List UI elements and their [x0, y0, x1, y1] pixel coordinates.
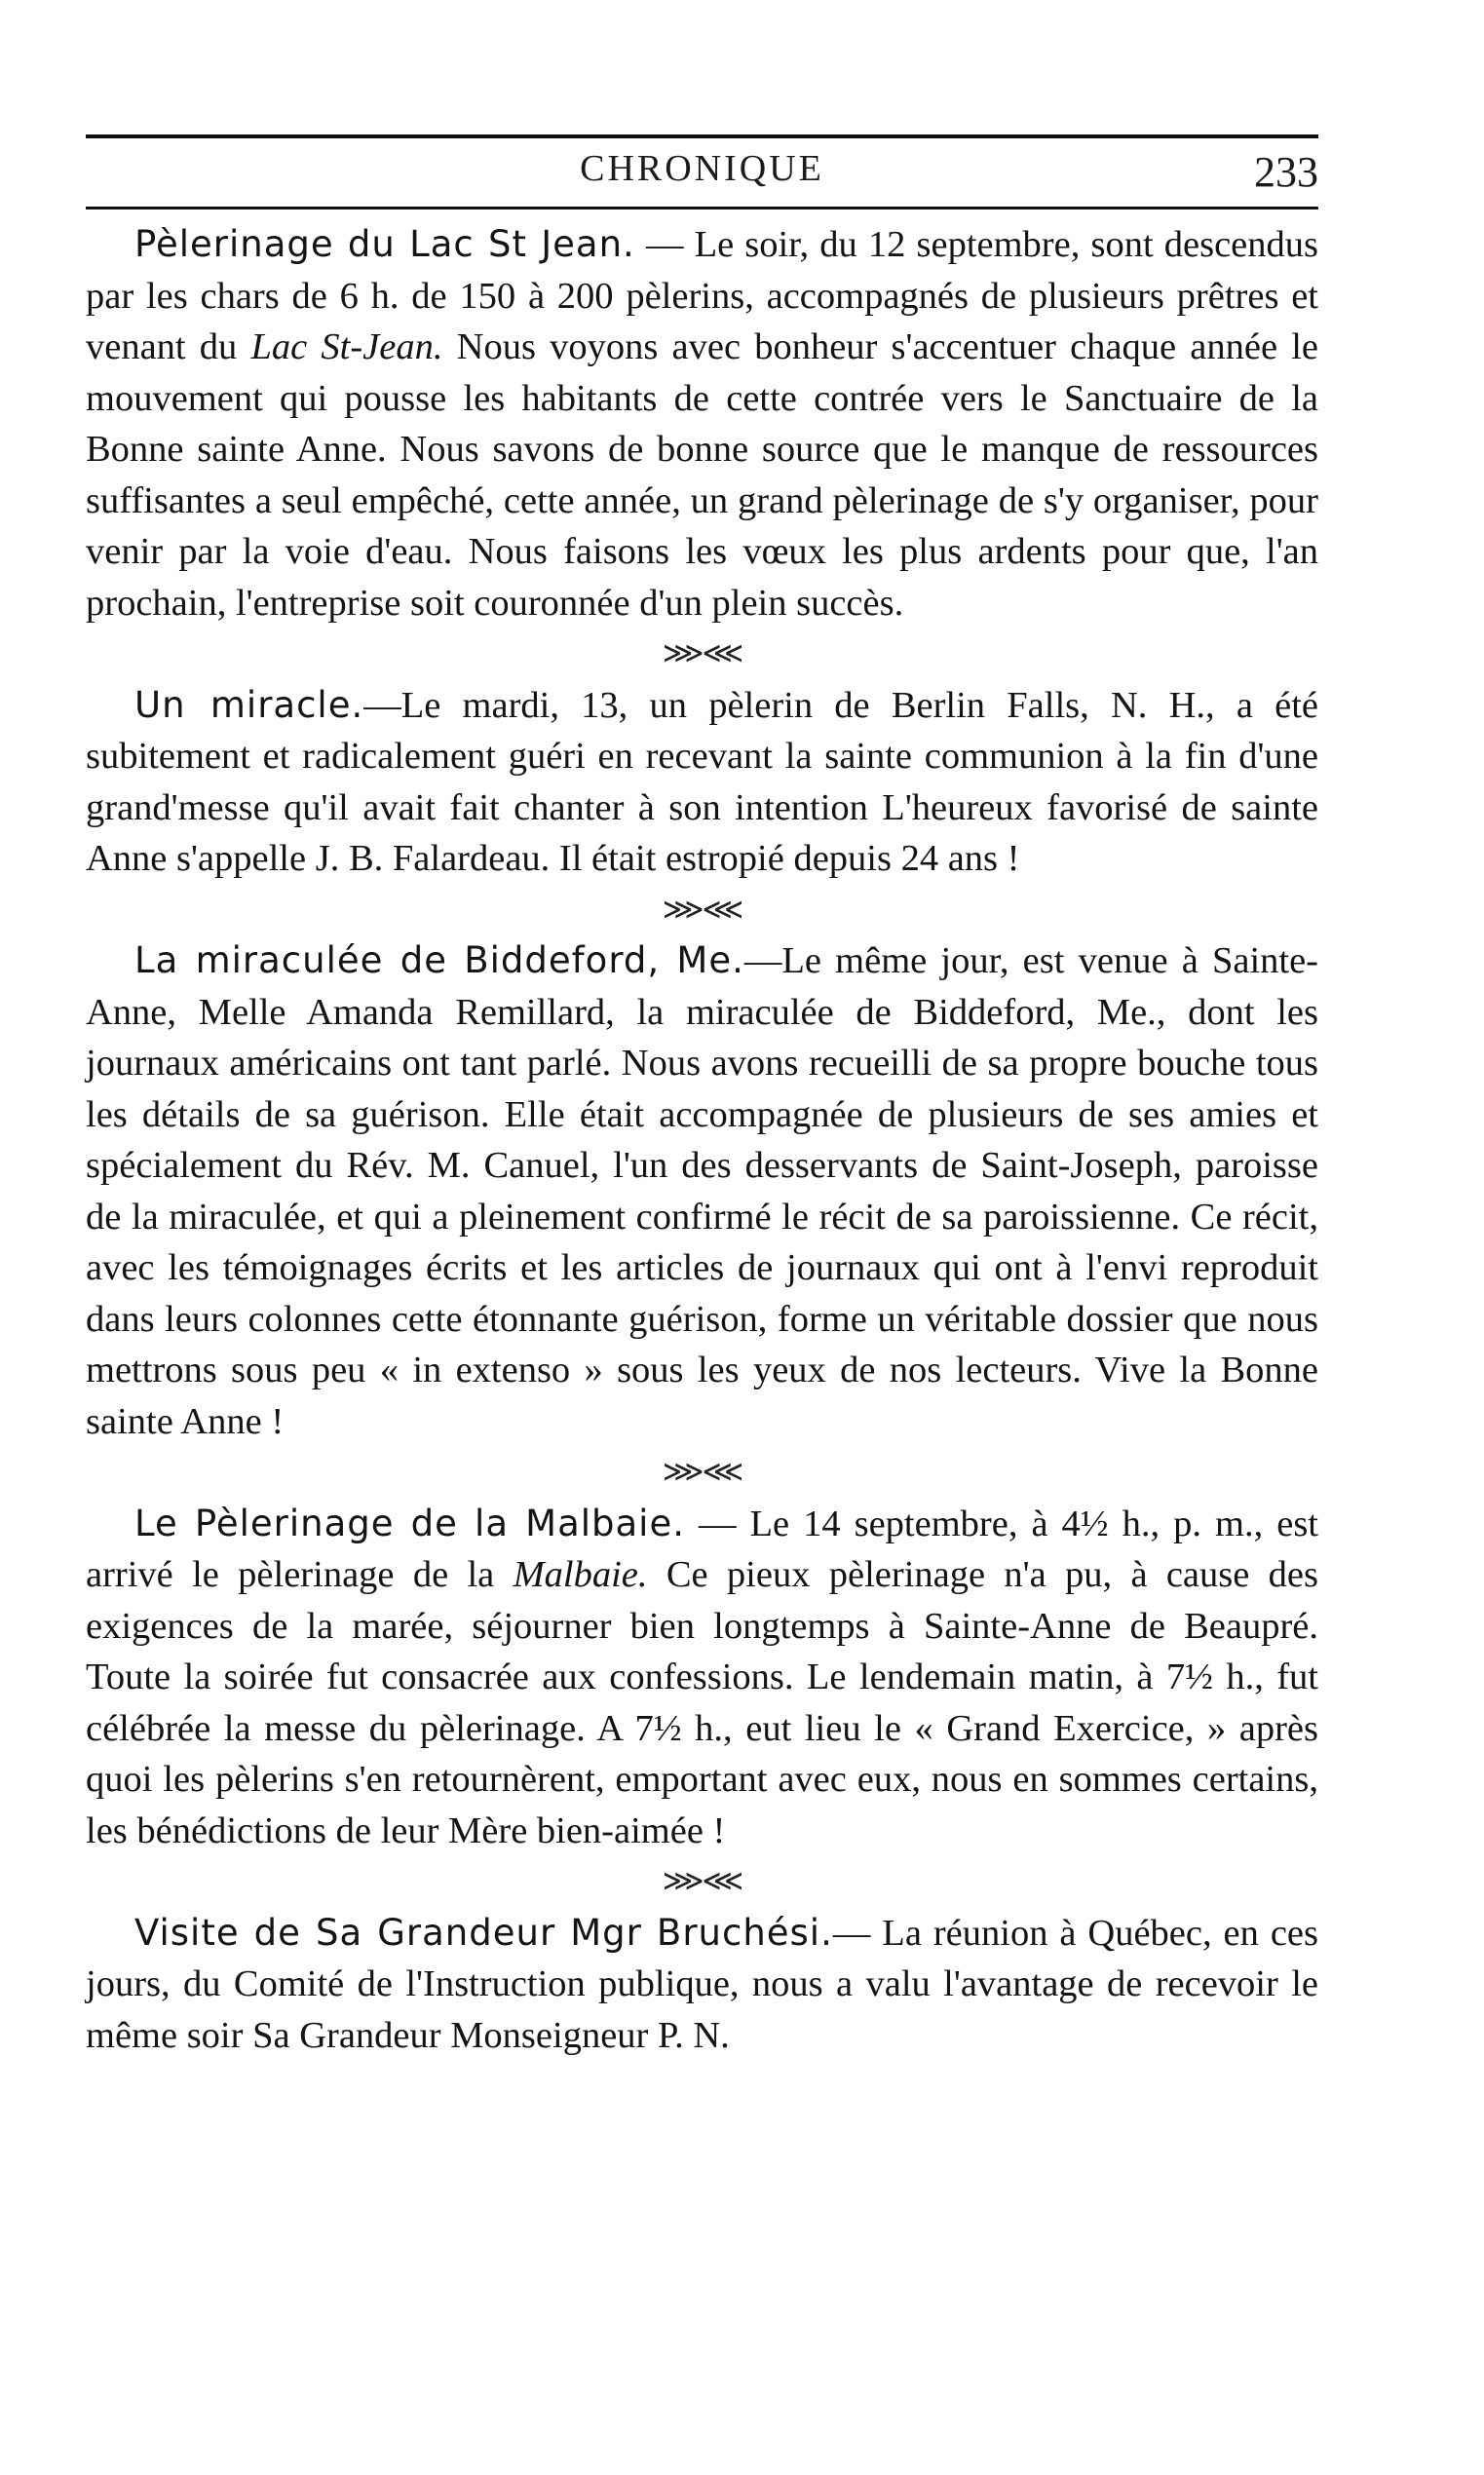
entry-text: — Le 14 septembre, à 4½ h., p. m., est arrivé le pèlerinage de la — [86, 1503, 1319, 1595]
entry-bruchesi — [86, 1908, 1318, 2062]
entry-malbaie — [86, 1499, 1318, 1857]
entry-place: Malbaie. — [513, 1554, 648, 1595]
entry-text: —Le mardi, 13, un pèlerin de Berlin Falls, N. H., a été subitement et radicalement guéri en recevant la sainte communion à la fin d'une grand'messe qu'il avait fait chanter à son intention L'heureux favorisé de sainte Anne s'appelle J. B. Falardeau. Il était estropié depuis 24 ans ! — [86, 684, 1319, 879]
section-ornament: ⋙⋘ — [662, 637, 742, 669]
entry-biddeford — [86, 935, 1318, 1447]
section-ornament: ⋙⋘ — [662, 1865, 742, 1897]
running-title: CHRONIQUE — [580, 148, 824, 189]
header-rule-bottom — [86, 207, 1318, 209]
entry-title: La miraculée de Biddeford, Me. — [134, 939, 744, 981]
section-ornament: ⋙⋘ — [662, 893, 742, 926]
entry-text: — La réunion à Québec, en ces jours, du Comité de l'Instruction publique, nous a valu l'avantage de recevoir le même soir Sa Grandeur Monseigneur P. N. — [86, 1912, 1318, 2056]
entry-title: Le Pèlerinage de la Malbaie. — [134, 1502, 685, 1544]
entry-miracle — [86, 680, 1318, 885]
header-rule-top — [86, 134, 1318, 138]
entry-text: Ce pieux pèlerinage n'a pu, à cause des exigences de la marée, séjourner bien longtemps à Sainte-Anne de Beaupré. Toute la soirée fut consacrée aux confessions. Le lendemain matin, à 7½ h., fut célébrée la messe du pèlerinage. A 7½ h., eut lieu le « Grand Exercice, » après quoi les pèlerins s'en retournèrent, emportant avec eux, nous en sommes certains, les bénédictions de leur Mère bien-aimée ! — [86, 1554, 1318, 1851]
entry-text: — Le soir, du 12 septembre, sont descendus par les chars de 6 h. de 150 à 200 pèlerins, accompagnés de plusieurs prêtres et venant du — [86, 224, 1318, 367]
entry-lac-st-jean — [86, 219, 1318, 628]
entry-text: Nous voyons avec bonheur s'accentuer chaque année le mouvement qui pousse les habitants de cette contrée vers le Sanctuaire de la Bonne sainte Anne. Nous savons de bonne source que le manque de ressources suffisantes a seul empêché, cette année, un grand pèlerinage de s'y organiser, pour venir par la voie d'eau. Nous faisons les vœux les plus ardents pour que, l'an prochain, l'entreprise soit couronnée d'un plein succès. — [86, 326, 1319, 624]
entry-title: Pèlerinage du Lac St Jean. — [134, 223, 635, 265]
entry-title: Visite de Sa Grandeur Mgr Bruchési. — [134, 1911, 833, 1954]
page-number: 233 — [1254, 148, 1318, 196]
entry-title: Un miracle. — [134, 683, 364, 726]
section-ornament: ⋙⋘ — [662, 1456, 742, 1488]
entry-text: —Le même jour, est venue à Sainte-Anne, Melle Amanda Remillard, la miraculée de Biddeford, Me., dont les journaux américains ont tant parlé. Nous avons recueilli de sa propre bouche tous les détails de sa guérison. Elle était accompagnée de plusieurs de ses amies et spécialement du Rév. M. Canuel, l'un des desservants de Saint-Joseph, paroisse de la miraculée, et qui a pleinement confirmé le récit de sa paroissienne. Ce récit, avec les témoignages écrits et les articles de journaux qui ont à l'envi reproduit dans leurs colonnes cette étonnante guérison, forme un véritable dossier que nous mettrons sous peu « in extenso » sous les yeux de nos lecteurs. Vive la Bonne sainte Anne ! — [86, 940, 1319, 1442]
entry-place: Lac St-Jean. — [250, 326, 443, 367]
chronicle-body — [86, 219, 1318, 2061]
running-header — [86, 141, 1318, 204]
